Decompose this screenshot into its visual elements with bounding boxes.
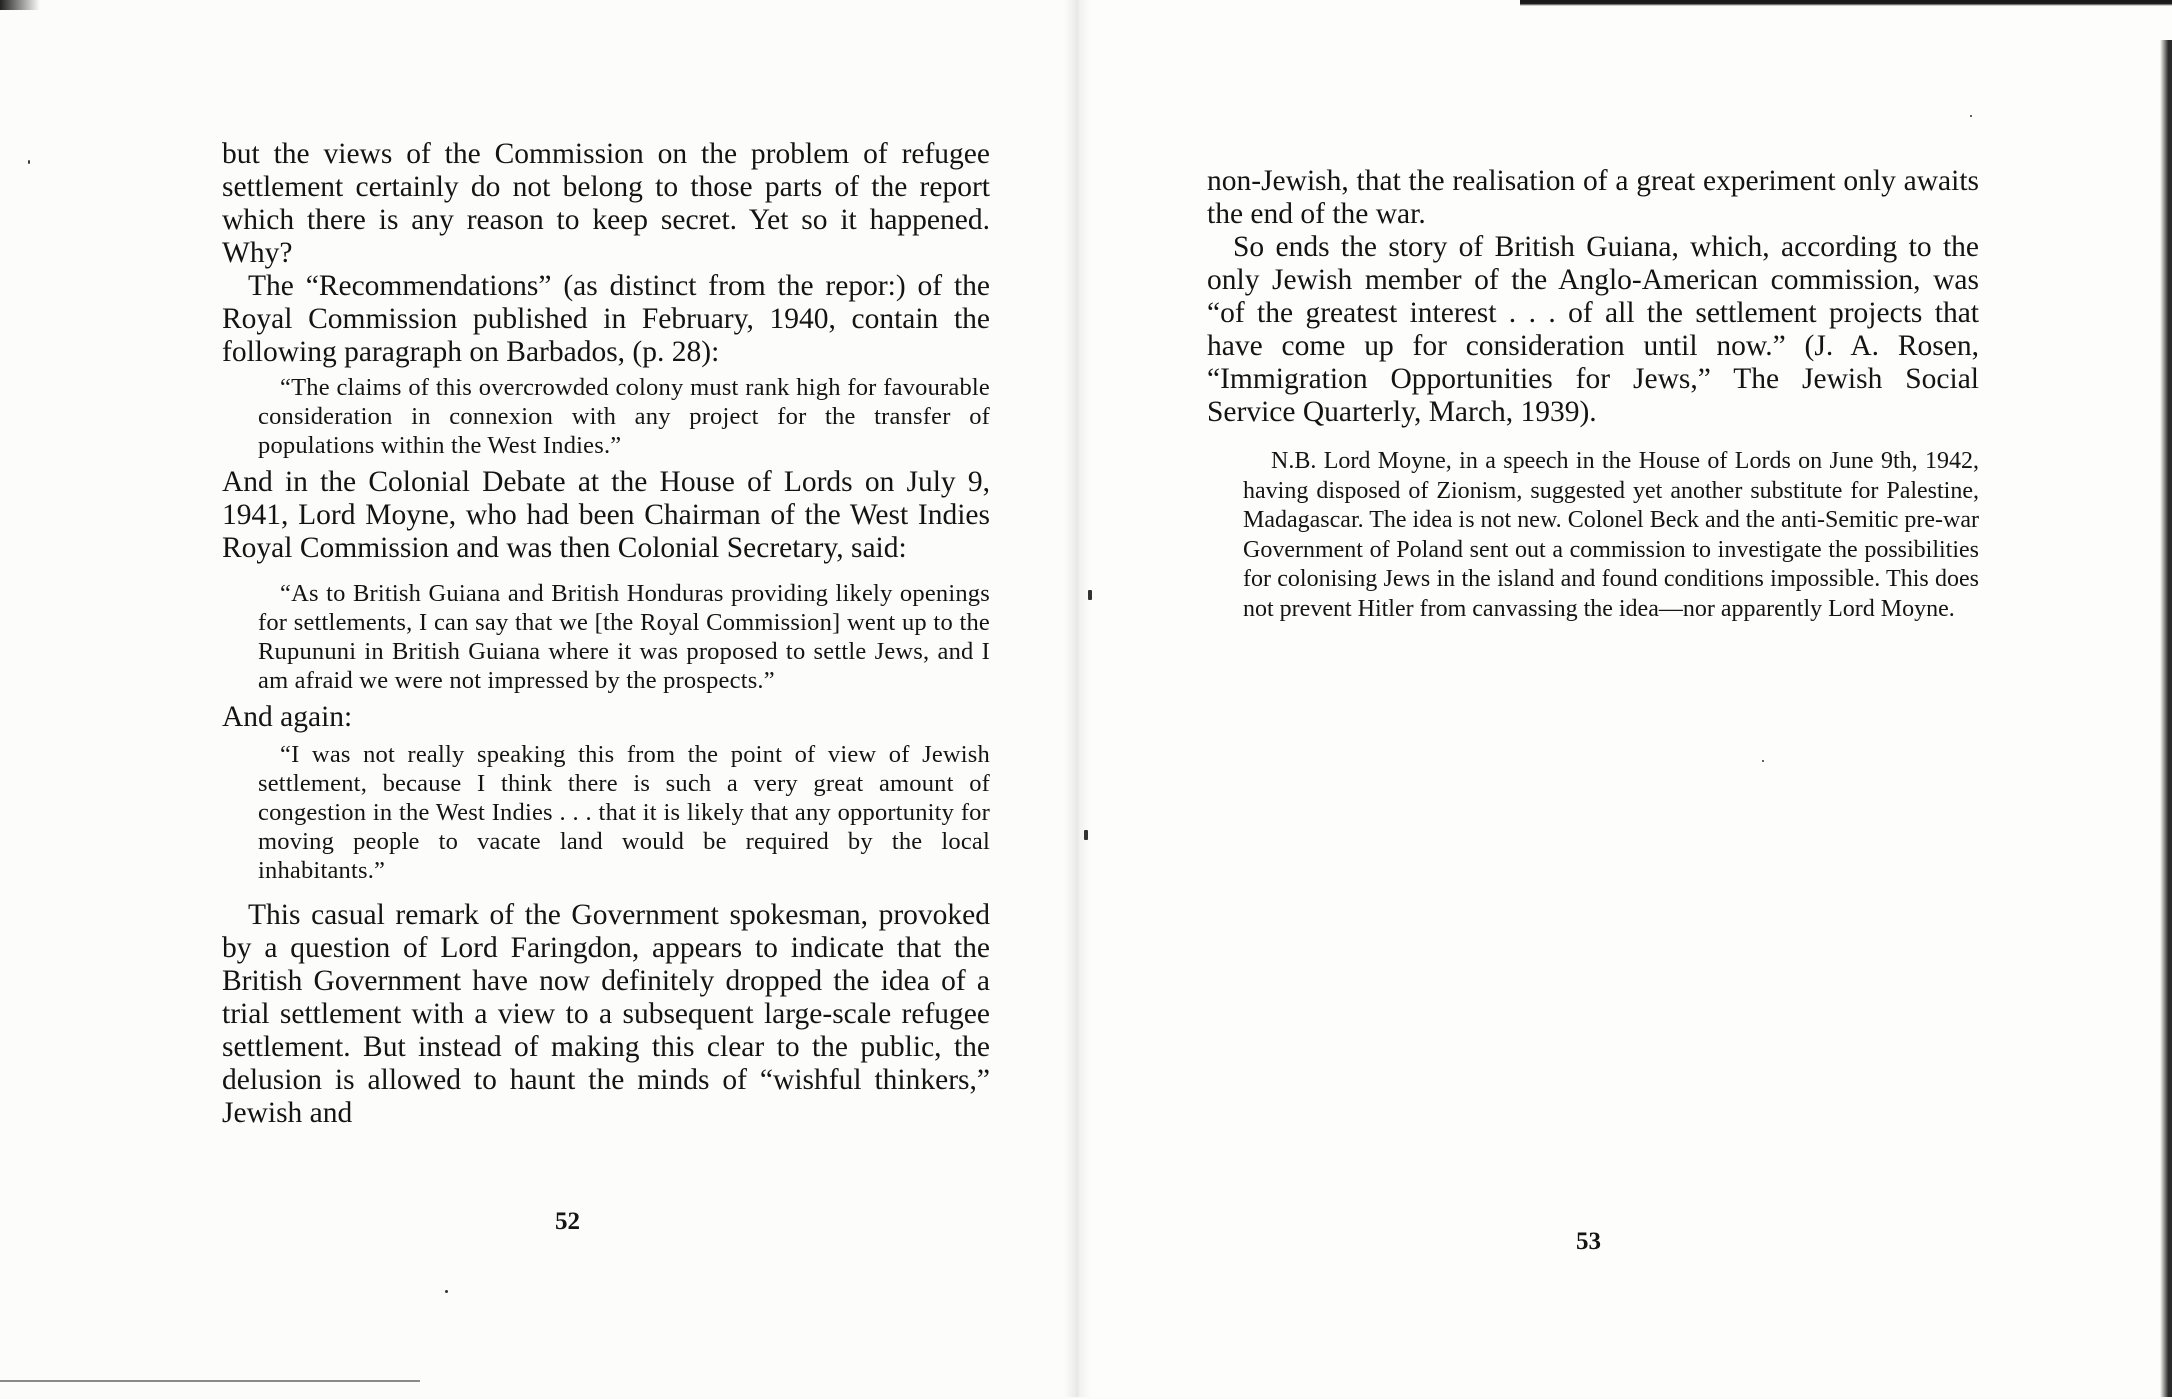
page-number: 52 xyxy=(555,1208,580,1235)
footnote: N.B. Lord Moyne, in a speech in the House of Lords on June 9th, 1942, having disposed of Zionism, suggested yet another substitute for Palestine, Madagascar. The idea is not new. Colonel Beck and the anti-Semitic pre-war Government of Poland sent out a commission to investigate the possibilities for colonising Jews in the island and found conditions impossible. This does not prevent Hitler from canvassing the idea—nor apparently Lord Moyne. xyxy=(1243,448,1979,622)
scan-speck xyxy=(1970,115,1972,117)
paragraph: And again: xyxy=(222,701,353,733)
page-edge-shadow xyxy=(2160,40,2172,1397)
paragraph: non-Jewish, that the realisation of a great experiment only awaits the end of the war. xyxy=(1207,165,1979,230)
scan-speck xyxy=(1088,590,1092,600)
left-page-text xyxy=(222,138,990,1130)
right-page-text xyxy=(1207,165,1979,624)
book-gutter xyxy=(1064,0,1090,1397)
scan-speck xyxy=(28,160,30,164)
paragraph: And in the Colonial Debate at the House of Lords on July 9, 1941, Lord Moyne, who had been Chairman of the West Indies Royal Commission and was then Colonial Secretary, said: xyxy=(222,466,990,564)
paragraph: but the views of the Commission on the problem of refugee settlement certainly do not belong to those parts of the report which there is any reason to keep secret. Yet so it happened. Why? xyxy=(222,138,990,269)
page-edge-shadow xyxy=(0,0,40,10)
scan-speck xyxy=(1762,760,1764,762)
page-number: 53 xyxy=(1576,1228,1601,1255)
block-quote: “As to British Guiana and British Honduras providing likely openings for settlements, I can say that we [the Royal Commission] went up to the Rupununi in British Guiana where it was proposed to settle Jews, and I am afraid we were not impressed by the prospects.” xyxy=(258,580,990,694)
page-edge-shadow xyxy=(0,1380,420,1399)
page-edge-shadow xyxy=(1520,0,2172,6)
paragraph: So ends the story of British Guiana, which, according to the only Jewish member of the Anglo-American commission, was “of the greatest interest . . . of all the settlement projects that have come up for consideration until now.” (J. A. Rosen, “Immigration Opportunities for Jews,” The Jewish Social Service Quarterly, March, 1939). xyxy=(1207,231,1979,428)
paragraph: This casual remark of the Government spokesman, provoked by a question of Lord Faringdon, appears to indicate that the British Government have now definitely dropped the idea of a trial settlement with a view to a subsequent large-scale refugee settlement. But instead of making this clear to the public, the delusion is allowed to haunt the minds of “wishful thinkers,” Jewish and xyxy=(222,899,990,1129)
scan-speck xyxy=(1084,830,1088,840)
block-quote: “The claims of this overcrowded colony must rank high for favourable consideration in connexion with any project for the transfer of populations within the West Indies.” xyxy=(258,374,990,459)
paragraph: The “Recommendations” (as distinct from the repor:) of the Royal Commission published in February, 1940, contain the following paragraph on Barbados, (p. 28): xyxy=(222,270,990,368)
block-quote: “I was not really speaking this from the point of view of Jewish settlement, because I think there is such a very great amount of congestion in the West Indies . . . that it is likely that any opportunity for moving people to vacate land would be required by the local inhabitants.” xyxy=(258,741,990,884)
scan-speck xyxy=(445,1290,448,1293)
